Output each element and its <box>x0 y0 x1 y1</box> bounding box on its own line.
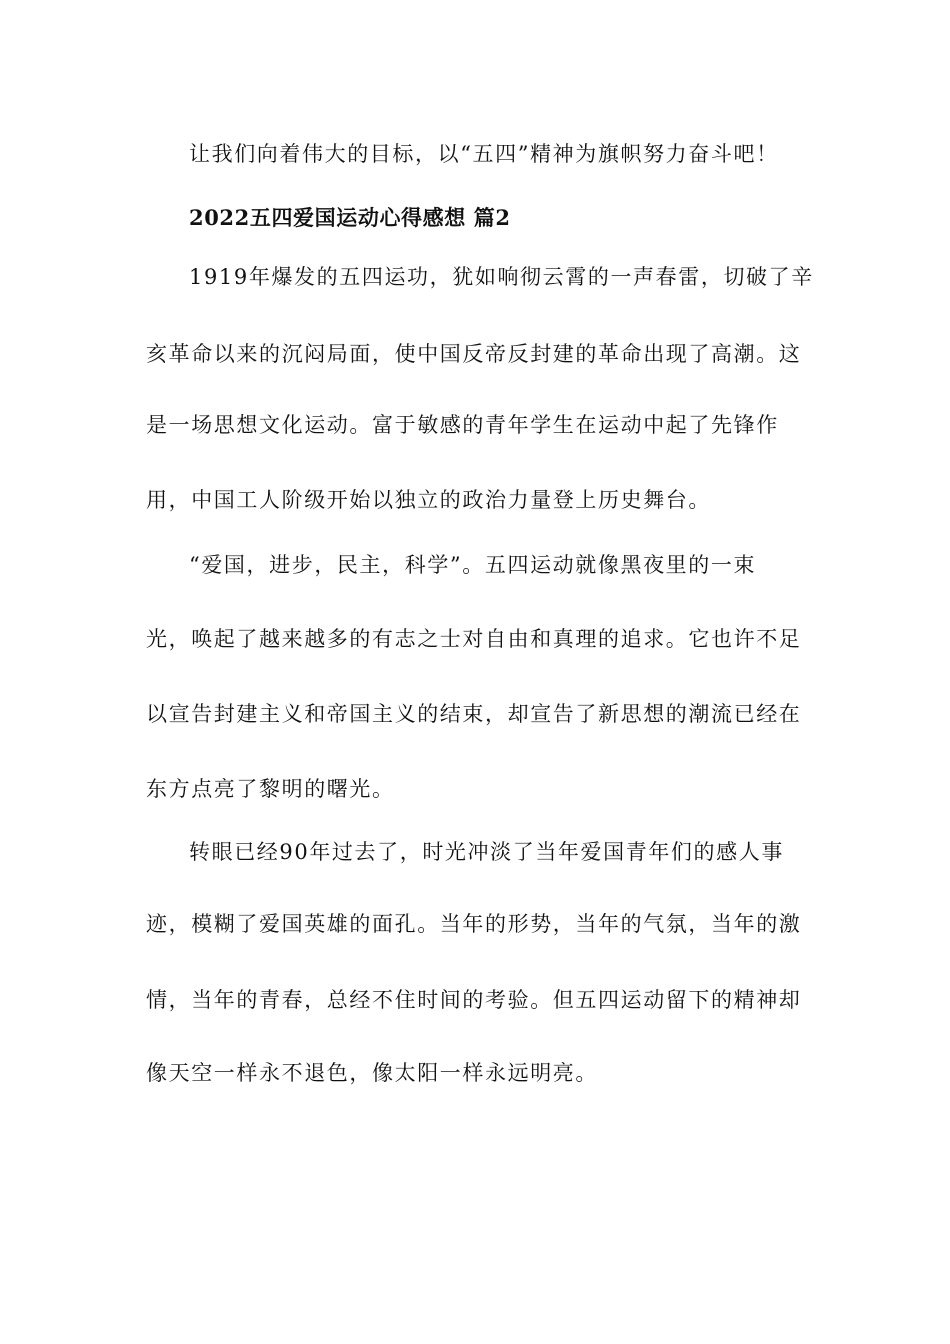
paragraph-line: 是一场思想文化运动。富于敏感的青年学生在运动中起了先锋作 <box>146 413 779 437</box>
paragraph-line: 像天空一样永不退色，像太阳一样永远明亮。 <box>146 1061 598 1085</box>
section-heading: 2022五四爱国运动心得感想 篇2 <box>189 205 511 230</box>
paragraph-line: 东方点亮了黎明的曙光。 <box>146 777 395 801</box>
paragraph-line: 迹，模糊了爱国英雄的面孔。当年的形势，当年的气氛，当年的激 <box>146 912 802 936</box>
paragraph-line: 以宣告封建主义和帝国主义的结束，却宣告了新思想的潮流已经在 <box>146 702 802 726</box>
closing-line: 让我们向着伟大的目标，以“五四”精神为旗帜努力奋斗吧！ <box>189 142 779 166</box>
paragraph-line: 亥革命以来的沉闷局面，使中国反帝反封建的革命出现了高潮。这 <box>146 342 802 366</box>
paragraph-line: “爱国，进步，民主，科学”。五四运动就像黑夜里的一束 <box>189 553 757 577</box>
paragraph-line: 1919年爆发的五四运功，犹如响彻云霄的一声春雷，切破了辛 <box>189 265 814 289</box>
paragraph-line: 情，当年的青春，总经不住时间的考验。但五四运动留下的精神却 <box>146 988 802 1012</box>
paragraph-line: 转眼已经90年过去了，时光冲淡了当年爱国青年们的感人事 <box>189 840 784 864</box>
paragraph-line: 用，中国工人阶级开始以独立的政治力量登上历史舞台。 <box>146 488 711 512</box>
paragraph-line: 光，唤起了越来越多的有志之士对自由和真理的追求。它也许不足 <box>146 627 802 651</box>
